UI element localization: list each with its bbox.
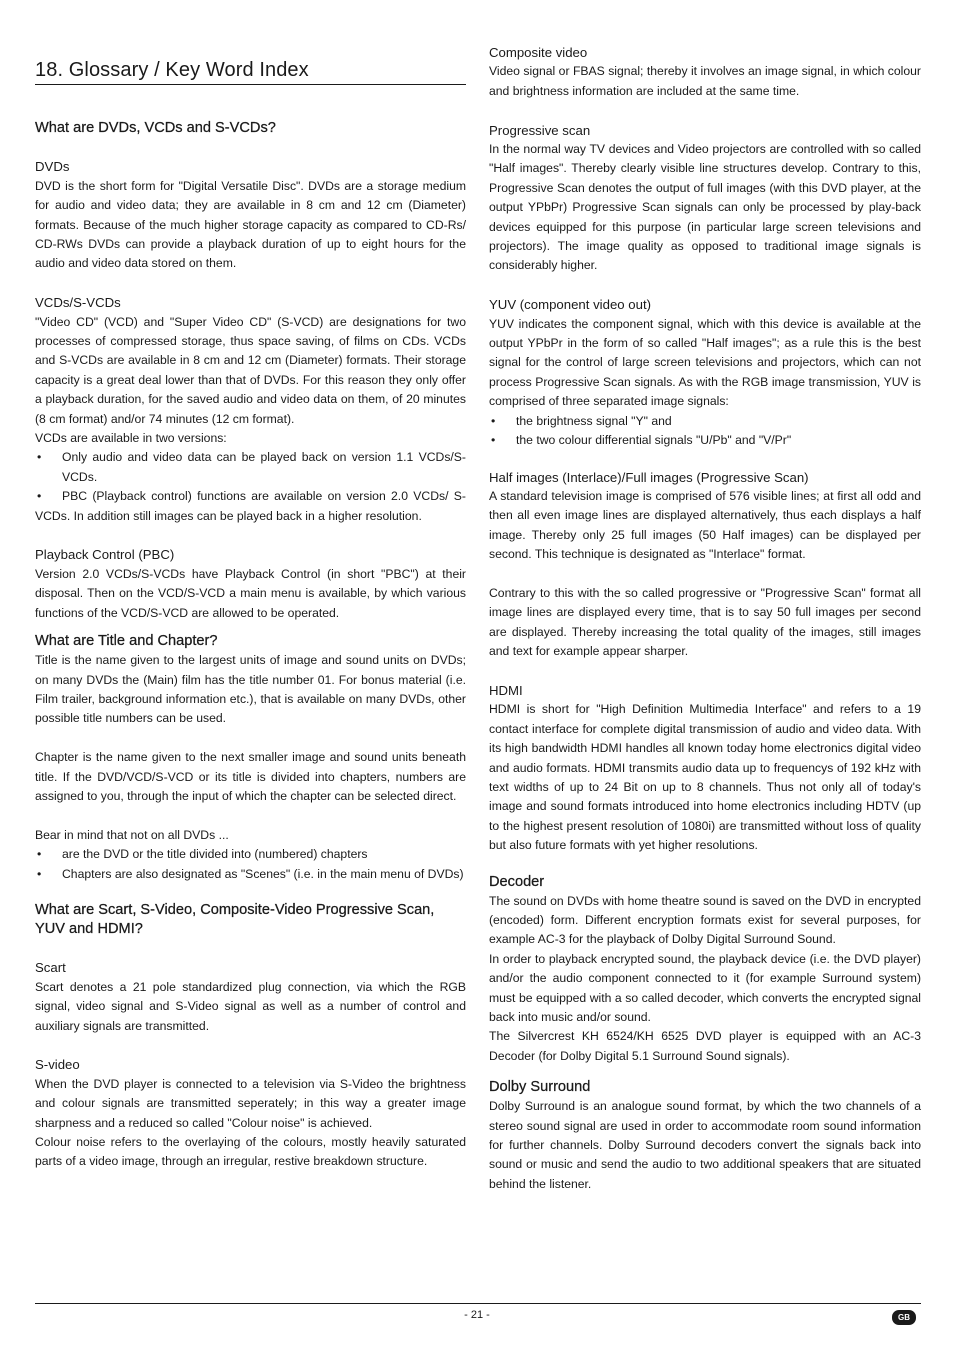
left-flow	[35, 119, 466, 1172]
paragraph-yuv: YUV indicates the component signal, which with this device is available at the output YPbPr in the form of so called "Half images"; as a rule this is the best signal for the control of large screen televisions and projectors, which can not process Progressive Scan signals. As with the RGB image transmission, YUV is comprised of three separated image signals:	[489, 316, 921, 409]
paragraph-pbc: Version 2.0 VCDs/S-VCDs have Playback Control (in short "PBC") at their disposal. Then on the VCD/S-VCD a main menu is available, by which various functions of the VCD/S-VCD are allowed to be operated.	[35, 566, 466, 620]
paragraph-vcds-versions: VCDs are available in two versions:	[35, 431, 227, 446]
paragraph-bear-in-mind: Bear in mind that not on all DVDs ...	[35, 827, 229, 842]
paragraph-dvds: DVD is the short form for "Digital Versatile Disc". DVDs are a storage medium for audio and video data; they are available in 8 cm and 12 cm (Diameter) formats. Because of the much higher storage capacity as compared to CD-Rs/ CD-RWs DVDs can provide a playback duration of up to eight hours for the audio and video data stored on them.	[35, 178, 466, 271]
list-item: • the two colour differential signals "U/Pb" and "V/Pr"	[491, 433, 792, 448]
list-item: • the brightness signal "Y" and	[491, 413, 672, 428]
paragraph-decoder-playback: In order to playback encrypted sound, the playback device (i.e. the DVD player) and/or the audio component connected to it (for example Surround system) must be equipped with a so called decoder, which converts the encrypted signal back into music and/or sound.	[489, 951, 921, 1025]
list-item: PBC (Playback control) functions are available on version 2.0 VCDs/ S-VCDs. In addition still images can be played back in a higher resolution. •	[35, 489, 466, 523]
paragraph-colour-noise: Colour noise refers to the overlaying of the colours, mostly heavily saturated parts of a video image, through an irregular, restive breakdown structure.	[35, 1134, 466, 1169]
section-heading-dolby: Dolby Surround	[489, 1079, 591, 1096]
paragraph-hdmi: HDMI is short for "High Definition Multimedia Interface" and refers to a 19 contact interface for complete digital transmission of audio and video data. With its high bandwidth HDMI handles all known today home electronics digital video and audio formats. HDMI transmits audio data up to frequencys of 192 kHz with text widths of up to 24 Bit on up to 8 channels. Thus not only all of today's image and sound formats introduced into home electronics including HDTV (up to the highest present resolution of 1080i) are transmitted without loss of quality but also future formats with yet higher resolutions.	[489, 702, 921, 853]
paragraph-decoder-silvercrest: The Silvercrest KH 6524/KH 6525 DVD player is equipped with an AC-3 Decoder (for Dolby Digital 5.1 Surround Sound signals).	[489, 1029, 921, 1063]
paragraph-vcds: "Video CD" (VCD) and "Super Video CD" (S-VCD) are designations for two processes of compressed storage, thus space saving, of films on CDs. VCDs and S-VCDs are available in 8 cm and 12 cm (Diameter) formats. Their storage capacity is a great deal lower than that of DVDs. For this reason they only offer a playback duration, for the saved audio and video data on them, of 20 minutes (8 cm format) and/or 74 minutes (12 cm format).	[35, 314, 466, 426]
subheading-composite: Composite video	[489, 45, 588, 60]
right-flow	[489, 43, 921, 1194]
page-title: 18. Glossary / Key Word Index	[35, 58, 466, 85]
subheading-vcds: VCDs/S-VCDs	[35, 295, 121, 311]
section-heading-decoder: Decoder	[489, 873, 545, 890]
subheading-svideo: S-video	[35, 1057, 80, 1073]
page-number: - 21 -	[464, 1309, 490, 1321]
paragraph-progressive: In the normal way TV devices and Video projectors are controlled with so called "Half images". Thereby clearly visible line structures develop. Contrary to this, Progressive Scan denotes the output of full images (with this DVD player, at the output YPbPr) Progressive Scan signals can only be processed by play-back devices equipped for this purpose (in particular large screen televisions and projectors). The image quality as opposed to traditional image signals is considerably higher.	[489, 142, 921, 273]
section-heading-title-chapter: What are Title and Chapter?	[35, 633, 218, 650]
paragraph-dolby: Dolby Surround is an analogue sound format, by which the two channels of a stereo sound signal are used in order to accommodate room sound information for further channels. Dolby Surround decoders convert the signals back into sound or music and send the audio to two additional speakers that are situated behind the listener.	[489, 1099, 921, 1191]
paragraph-chapter: Chapter is the name given to the next smaller image and sound units beneath title. If the DVD/VCD/S-VCD or its title is divided into chapters, numbers are assigned to you, through the input of which the chapter can be selected direct.	[35, 750, 466, 803]
list-item: • are the DVD or the title divided into (numbered) chapters	[37, 847, 368, 862]
paragraph-half-images: A standard television image is comprised of 576 visible lines; at first all odd and then all even image lines are displayed alternatively, thus each displays a half image. Thereby only 25 full images (50 Half images) can be displayed per second. This technique is designated as "Interlace" format.	[489, 488, 921, 562]
subheading-dvds: DVDs	[35, 159, 70, 175]
section-heading-dvds-vcds: What are DVDs, VCDs and S-VCDs?	[35, 120, 276, 136]
subheading-progressive: Progressive scan	[489, 122, 591, 138]
paragraph-decoder: The sound on DVDs with home theatre sound is saved on the DVD in encrypted (encoded) form. Different encryption formats exist for several purposes, for example AC-3 for the playback of Dolby Digital Surround Sound.	[489, 893, 921, 947]
yuv-bullet-list	[489, 412, 921, 451]
subheading-scart: Scart	[35, 960, 66, 976]
paragraph-progressive-format: Contrary to this with the so called progressive or "Progressive Scan" format all image lines are displayed every time, that is to say 50 full images per second are displayed. Thereby increasing the total quality of the images, still images and text for example appear sharper.	[489, 585, 921, 659]
list-item: • Only audio and video data can be played back on version 1.1 VCDs/S-VCDs.	[37, 450, 466, 484]
subheading-half-images: Half images (Interlace)/Full images (Progressive Scan)	[489, 469, 809, 485]
footer-divider	[35, 1303, 921, 1304]
paragraph-composite: Video signal or FBAS signal; thereby it involves an image signal, in which colour and brightness information are included at the same time.	[489, 64, 921, 98]
paragraph-scart: Scart denotes a 21 pole standardized plug connection, via which the RGB signal, video signal and S-Video signal as well as a number of control and auxiliary signals are transmitted.	[35, 979, 466, 1033]
section-heading-scart-svideo: What are Scart, S-Video, Composite-Video Progressive Scan, YUV and HDMI?	[35, 901, 435, 937]
paragraph-svideo: When the DVD player is connected to a television via S-Video the brightness and colour signals are transmitted seperately; in this way a greater image sharpness and a reduced so called "Colour noise" is achieved.	[35, 1076, 466, 1130]
subheading-pbc: Playback Control (PBC)	[35, 547, 175, 563]
paragraph-title: Title is the name given to the largest units of image and sound units on DVDs; on many DVDs the (Main) film has the title number 01. For bonus material (i.e. Film trailer, background information etc.), that is available on many DVDs, other possible title numbers can be used.	[35, 653, 466, 726]
subheading-yuv: YUV (component video out)	[489, 297, 651, 313]
list-item: • Chapters are also designated as "Scenes" (i.e. in the main menu of DVDs)	[37, 866, 464, 881]
bear-bullet-list	[35, 845, 466, 884]
country-badge: GB	[892, 1310, 916, 1325]
subheading-hdmi: HDMI	[489, 682, 523, 698]
vcds-bullet-list	[35, 448, 466, 526]
